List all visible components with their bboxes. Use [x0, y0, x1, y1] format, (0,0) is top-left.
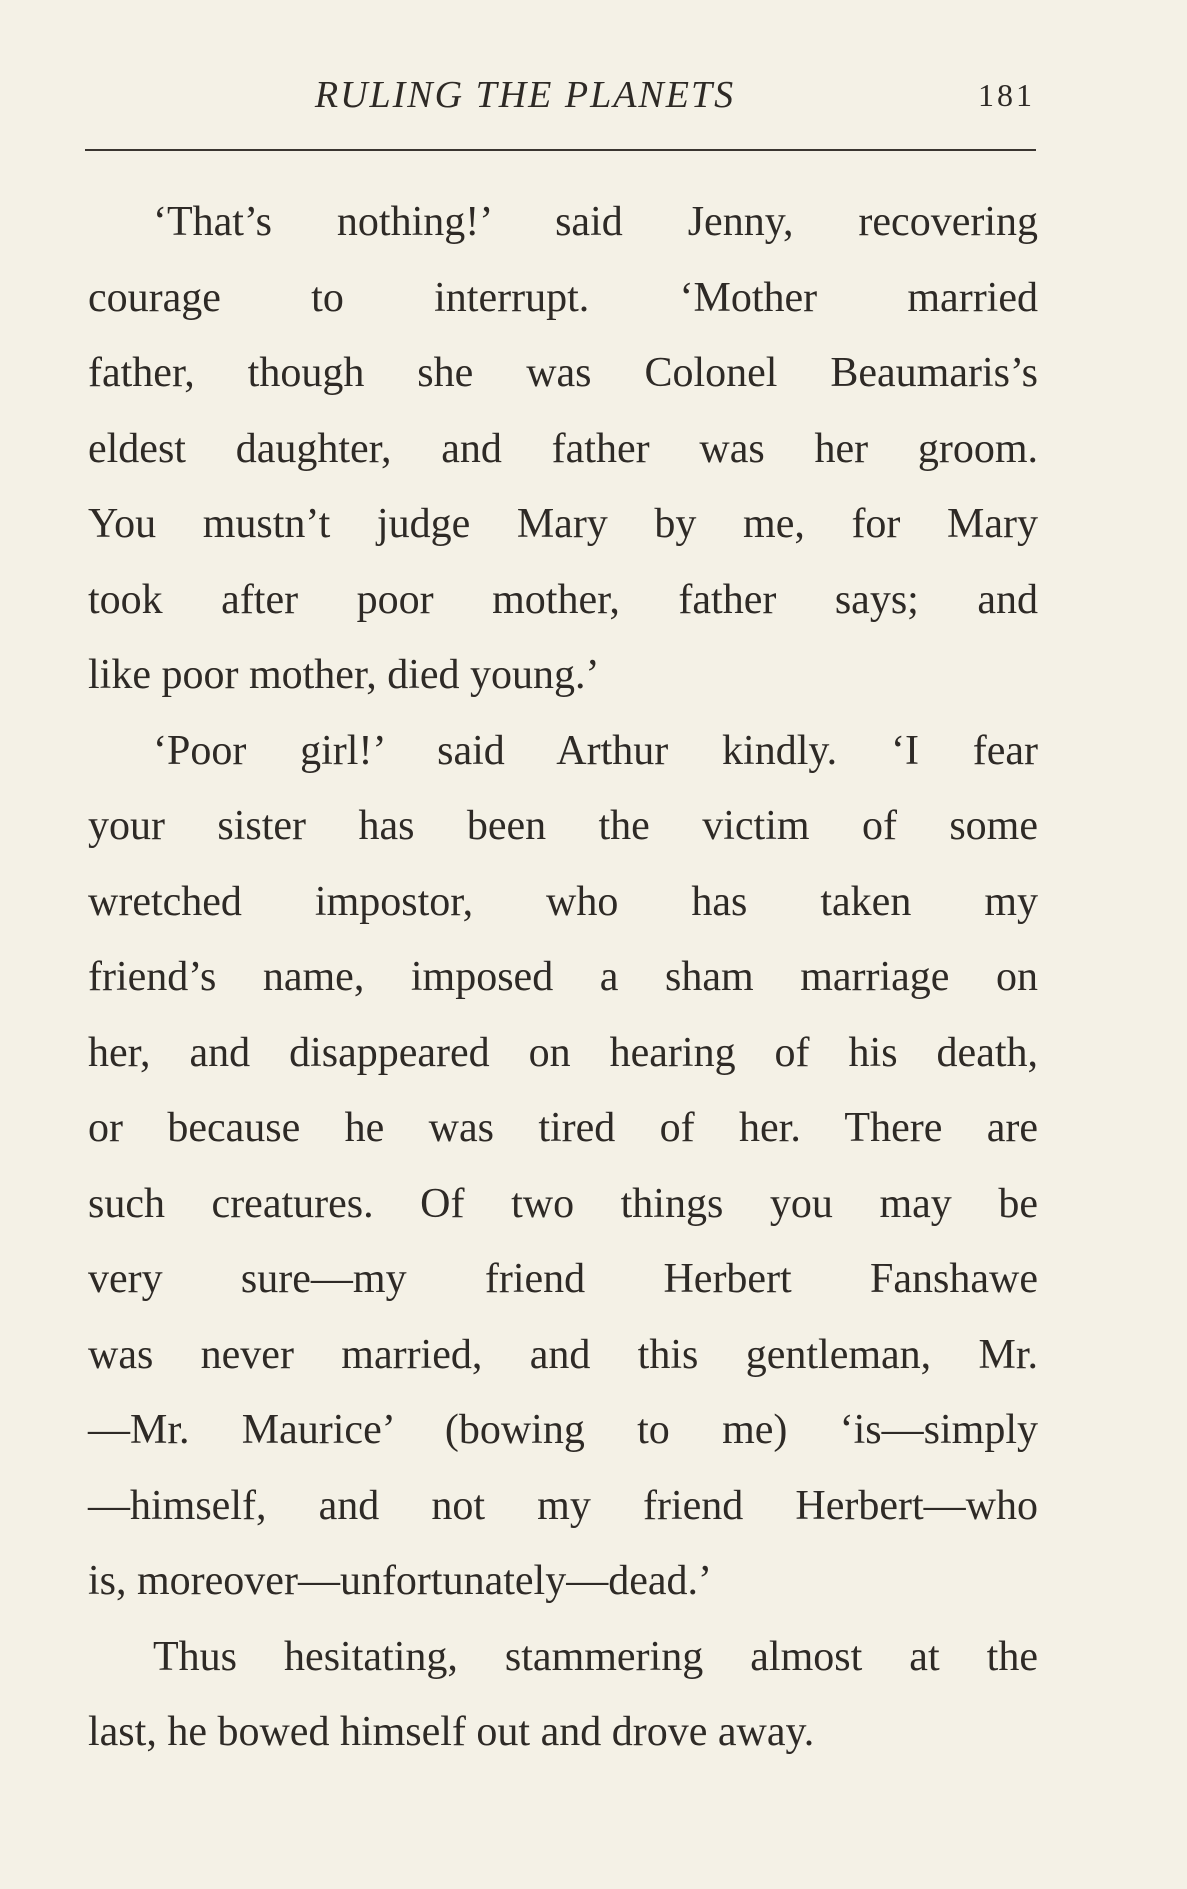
text-line: wretched impostor, who has taken my	[88, 878, 1038, 925]
text-line: your sister has been the victim of some	[88, 803, 1038, 849]
text-line: is, moreover—unfortunately—dead.’	[88, 1558, 712, 1604]
body-text	[88, 185, 1038, 1771]
text-line: You mustn’t judge Mary by me, for Mary	[88, 501, 1038, 547]
running-title: RULING THE PLANETS	[314, 74, 736, 116]
text-line: ‘Poor girl!’ said Arthur kindly. ‘I fear	[153, 727, 1038, 774]
text-line: —Mr. Maurice’ (bowing to me) ‘is—simply	[88, 1407, 1038, 1453]
text-line: such creatures. Of two things you may be	[88, 1180, 1038, 1227]
text-line: father, though she was Colonel Beaumaris’s	[88, 350, 1038, 396]
text-line: took after poor mother, father says; and	[88, 576, 1038, 623]
text-line: ‘That’s nothing!’ said Jenny, recovering	[153, 199, 1038, 245]
page-number: 181	[978, 77, 1035, 113]
text-line: her, and disappeared on hearing of his death,	[88, 1029, 1038, 1076]
text-line: friend’s name, imposed a sham marriage on	[88, 954, 1038, 1000]
text-line: was never married, and this gentleman, Mr.	[88, 1331, 1038, 1378]
text-line: courage to interrupt. ‘Mother married	[88, 274, 1038, 321]
text-line: like poor mother, died young.’	[88, 652, 600, 698]
text-line: or because he was tired of her. There are	[88, 1105, 1038, 1151]
text-line: eldest daughter, and father was her groom.	[88, 425, 1038, 472]
header-rule	[85, 149, 1036, 151]
text-line: Thus hesitating, stammering almost at the	[153, 1633, 1038, 1680]
text-line: very sure—my friend Herbert Fanshawe	[88, 1256, 1038, 1302]
text-line: last, he bowed himself out and drove away.	[88, 1709, 815, 1755]
text-line: —himself, and not my friend Herbert—who	[88, 1482, 1038, 1529]
running-head	[85, 70, 1035, 120]
